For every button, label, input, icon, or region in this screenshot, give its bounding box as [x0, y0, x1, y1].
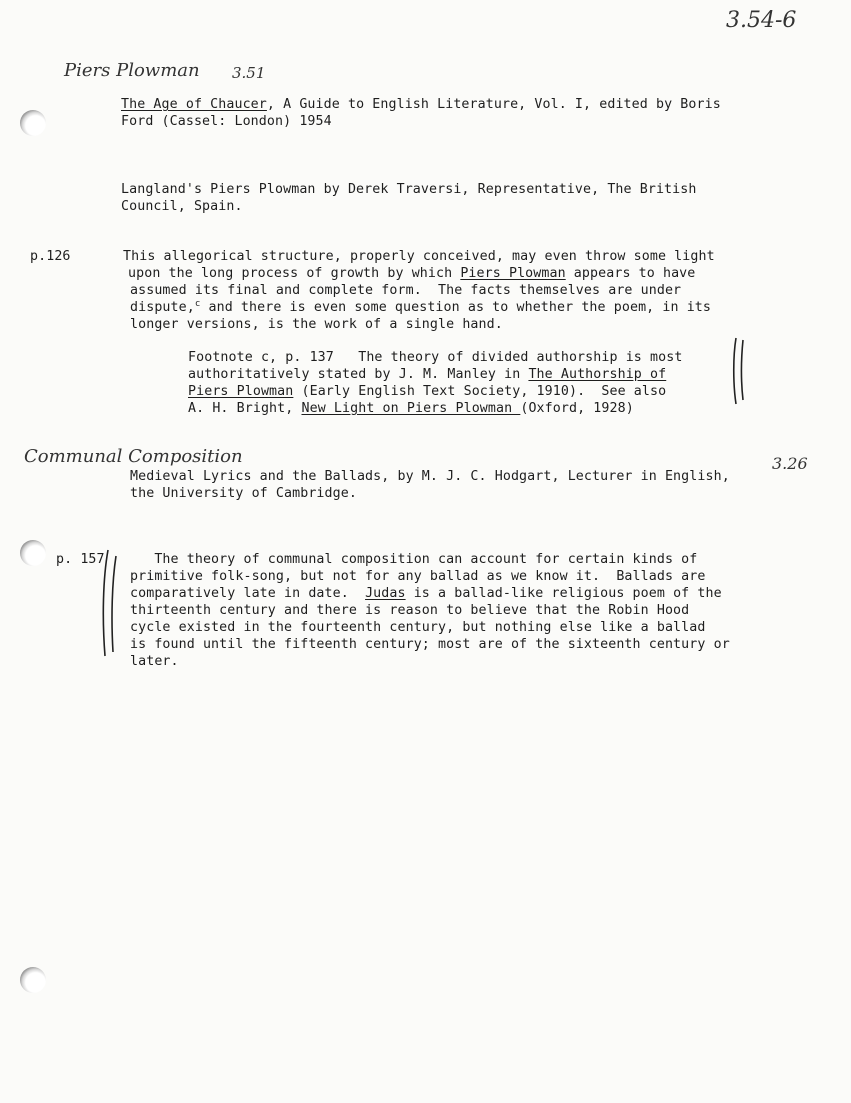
quote2-line4: thirteenth century and there is reason to believe that the Robin Hood [130, 603, 690, 618]
quote1-line4: dispute,$^c$ and there is even some question as to whether the poem, in its [130, 299, 712, 315]
quote2-margin-bracket [98, 548, 122, 660]
footnote-margin-bracket [730, 336, 750, 408]
corner-code-annotation: 3.54-6 [726, 8, 797, 33]
book-title: The Age of Chaucer [121, 97, 267, 112]
quote1-line2: upon the long process of growth by which Piers Plowman appears to have [128, 266, 696, 281]
citation-traversi-line2: Council, Spain. [121, 199, 243, 214]
quote2-line7: later. [130, 654, 179, 669]
footnote-line2: authoritatively stated by J. M. Manley in The Authorship of [188, 367, 667, 382]
quote2-line2: primitive folk-song, but not for any ballad as we know it. Ballads are [130, 569, 706, 584]
footnote-line3: Piers Plowman (Early English Text Society, 1910). See also [188, 384, 667, 399]
footnote-line4: A. H. Bright, New Light on Piers Plowman (Oxford, 1928) [188, 401, 634, 416]
piers-plowman-annotation: Piers Plowman [64, 60, 200, 81]
citation-hodgart-line2: the University of Cambridge. [130, 486, 357, 501]
quote2-line1: The theory of communal composition can account for certain kinds of [130, 552, 698, 567]
quote2-line6: is found until the fifteenth century; most are of the sixteenth century or [130, 637, 730, 652]
footnote-marker: c [194, 299, 201, 309]
piers-section-number: 3.51 [232, 64, 266, 82]
quote1-line1: This allegorical structure, properly conceived, may even throw some light [123, 249, 715, 264]
quote1-line5: longer versions, is the work of a single hand. [130, 317, 503, 332]
footnote-line1: Footnote c, p. 137 The theory of divided authorship is most [188, 350, 683, 365]
citation-hodgart-line1: Medieval Lyrics and the Ballads, by M. J. C. Hodgart, Lecturer in English, [130, 469, 730, 484]
punch-hole-middle [20, 540, 46, 566]
punch-hole-bottom [20, 967, 46, 993]
citation-traversi-line1: Langland's Piers Plowman by Derek Traversi, Representative, The British [121, 182, 697, 197]
citation-age-of-chaucer-line2: Ford (Cassel: London) 1954 [121, 114, 332, 129]
page-reference-157: p. 157 [56, 552, 105, 567]
page-reference-126: p.126 [30, 249, 71, 264]
punch-hole-top [20, 110, 46, 136]
communal-section-number: 3.26 [772, 454, 808, 473]
communal-composition-annotation: Communal Composition [24, 446, 243, 467]
quote1-line3: assumed its final and complete form. The facts themselves are under [130, 283, 682, 298]
quote2-line5: cycle existed in the fourteenth century, but nothing else like a ballad [130, 620, 706, 635]
quote2-line3: comparatively late in date. Judas is a ballad-like religious poem of the [130, 586, 722, 601]
citation-age-of-chaucer-line1: The Age of Chaucer, A Guide to English Literature, Vol. I, edited by Boris [121, 97, 721, 112]
